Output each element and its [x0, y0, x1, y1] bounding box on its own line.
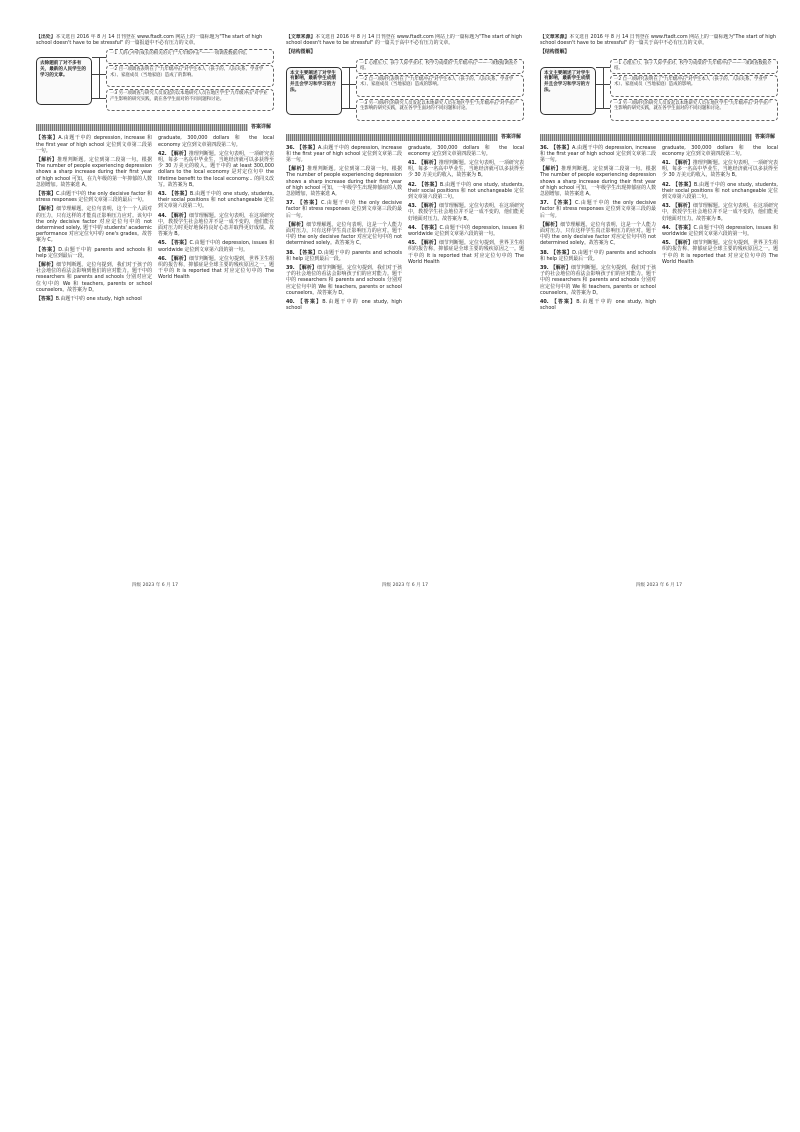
section-banner	[36, 124, 274, 131]
answer-tag: 【解析】	[286, 166, 308, 173]
diagram-point-1: 一1 心理压力、孩子人际学业对、校学习成绩的"九年级冲击"——一项调查数据介绍。	[610, 59, 778, 74]
answer-text: 细节理解题。定位句表明，这是一个人能力面对压力，只有这样学生真正影响压力的应对。题干中的 the only decisive factor 对应定位句中的 not determined solely。故答案为 C。	[286, 221, 402, 247]
diagram-connector	[603, 67, 604, 108]
question-number: 44.	[408, 224, 417, 231]
section-banner-label: 答案详解	[752, 134, 778, 141]
answer-text: 推理判断题。定位到第二段第一句。根据 The number of people experiencing depression shows a sharp increase during their first year of high school 可知，一年级学生出现抑郁症的人数急剧增加，故答案选 A。	[540, 166, 656, 198]
diagram-summary-box: 本文主要阐述了对学生有影响，最新学生成绩并且会学习和学习的方法。	[540, 67, 596, 115]
answer-text: 细节理解题。定位句表明，这个一个人面对的压力，只有这样的才能真正影响压力应对。该句中 the only decisive factor 对应定位句中的 not determined solely, 题干中的 students' academic performance 对应定位句中的 one's grades。故答案为 C。	[36, 206, 152, 244]
answer-paragraph	[286, 299, 402, 311]
question-number: 44.	[662, 224, 671, 231]
question-number: 38.	[540, 249, 549, 256]
answer-text: 推理判断题。定位到第二段第一句。根据 The number of people experiencing depression shows a sharp increase during their first year of high school 可知，在九年级的第一年抑郁的人数急剧增加。故答案选 A。	[36, 157, 152, 188]
answer-text: A.由题干中的 depression, increase 和 the first year of high school 定位到文章第二段第一句。	[286, 144, 402, 164]
diagram-connector	[342, 108, 356, 109]
answer-paragraph	[158, 191, 274, 210]
answer-text: C.由题干中的 depression, issues 和 worldwide 定位到文章第六段的第一句。	[408, 224, 524, 238]
question-number: 42.	[158, 150, 167, 157]
source-text: 本文选自 2016 年 8 月 14 日刊登在 www.ftadt.com 网站上的一篇标题为"The start of high school doesn't have to be stressful" 的一篇报道中不必有压力的文章。	[36, 34, 263, 47]
answer-text: C.由题干中的 the only decisive factor 和 stress responses 定位到文章第三段的最后一句。	[286, 200, 402, 219]
answer-tag: 【解析】	[418, 160, 439, 167]
answer-text: C.由题干中的 depression, issues 和 worldwide 定位到文章第六段的第一句。	[158, 240, 274, 253]
diagram-connector	[92, 74, 106, 75]
source-text: 本文选自 2016 年 8 月 14 日刊登在 www.ftadt.com 网站上的一篇标题为"The start of high school doesn't have to be stressful" 的一篇关于高中不必有压力的文章。	[286, 34, 522, 47]
answer-text: 细节判断题。定位句提到，世界卫生组织的报告称，抑郁症是全球主要的残疾原因之一。题干中的 It is reported that 对应定位句中的 The World Health	[408, 240, 524, 265]
structure-heading: 【结构图解】	[286, 49, 316, 56]
answer-paragraph	[36, 191, 152, 203]
source-tag: 【文章来源】	[286, 34, 316, 40]
answer-tag: 【答案】	[296, 249, 319, 256]
answer-text: B.由题干中的 one study, high school	[540, 299, 656, 312]
answer-tag: 【解析】	[168, 255, 189, 262]
diagram-point-2: 一2 自一项研究表明在了"九年级冲击"对学生本人（孩子的、人际关系、学业学术）、家庭成员（当地家庭）造成的影响。	[356, 75, 524, 97]
page-footer: 四级 2023 年 6 月 17	[381, 582, 429, 588]
diagram-connector	[596, 108, 610, 109]
article-source	[540, 34, 778, 46]
question-number: 38.	[286, 249, 295, 256]
answer-tag: 【解析】	[418, 240, 439, 247]
diagram-connector	[99, 57, 100, 98]
answer-paragraph	[158, 240, 274, 252]
question-number: 40.	[286, 299, 295, 306]
answer-text: 推理判断题。定位到第二段第一句。根据 The number of people experiencing depression shows a sharp increase during their first year of high school 可知，一年级学生出现抑郁症的人数急剧增加，故答案选 A。	[286, 166, 402, 198]
answer-text: C.由题干中的 depression, issues 和 worldwide 定位到文章第六段的第一句。	[662, 224, 778, 238]
answer-tag: 【答案】	[168, 240, 190, 247]
answer-tag: 【解析】	[550, 265, 571, 272]
question-number: 45.	[662, 240, 671, 247]
answer-text: 细节理解题。定位句表明，在这项研究中，教授学生社会地位并不是一成不变的，他们能在面对压力时更好地保持良好心态并取得更好成绩。故答案为 B。	[158, 212, 274, 238]
answer-tag: 【解析】	[36, 157, 58, 164]
answer-tag: 【答案】	[296, 200, 321, 207]
answer-paragraph	[158, 135, 274, 147]
answer-tag: 【解析】	[672, 240, 693, 247]
article-source	[36, 34, 274, 46]
section-banner-label: 答案详解	[248, 124, 274, 131]
answer-tag: 【答案】	[550, 200, 575, 207]
answer-paragraph	[662, 160, 778, 179]
answer-paragraph	[36, 157, 152, 188]
answer-paragraph	[540, 265, 656, 296]
diagram-point-3: 一3 另一项调查与研究人员发起的以本地研究人员在地区学生"九年级冲击"对学业产生影响的研究实践，就在各学生面对的不同问题和讨论。	[106, 89, 274, 111]
answer-text: B.由题干中的 one study, high school	[55, 296, 142, 303]
answer-text: 细节判断题。定位句提到，世界卫生组织的报告称，抑郁症是全球主要的残疾原因之一。题干中的 It is reported that 对应定位句中的 The World Health	[158, 255, 274, 281]
section-banner	[286, 134, 524, 141]
answer-columns	[36, 135, 274, 305]
source-tag: 【出处】	[36, 34, 56, 40]
page-footer: 四级 2023 年 6 月 17	[131, 582, 179, 588]
answer-paragraph	[286, 200, 402, 219]
answer-paragraph	[286, 145, 402, 164]
answer-tag: 【解析】	[168, 150, 189, 157]
answer-paragraph	[662, 203, 778, 222]
answer-text: D.由题干中的 parents and schools 和 help 定位到最后一段。	[36, 246, 152, 259]
diagram-point-1: 一1 心理压力、孩子人际学业对、校学习成绩的"九年级冲击"——一项数据调查介绍。	[356, 59, 524, 74]
answer-text: 推理判断题。定位句表明，一项研究表明，每多一名高中毕业生，当地经济就可以多获得至少 30 万美元的收入。题干中的 at least 300,000 dollars to the local economy 是对定位句中 the lifetime benefit to the local economy... 的同义改写。故答案为 B。	[158, 150, 274, 188]
answer-tag: 【答案】	[418, 224, 440, 231]
diagram-point-3: 一3 另一项研究的研究人员发起以本地研究人员在地区学生"九年级冲击"对学业产生影响的研究实践，就在各学生面对的不同问题和讨论。	[610, 99, 778, 121]
question-number: 40.	[540, 299, 549, 306]
answer-paragraph	[540, 200, 656, 219]
answer-tag: 【答案】	[36, 246, 59, 253]
answer-paragraph	[662, 182, 778, 201]
source-text: 本文选自 2016 年 8 月 14 日刊登在 www.ftadt.com 网站上的一篇标题为"The start of high school doesn't have to be stressful" 的一篇关于高中不必有压力的文章。	[540, 34, 776, 47]
diagram-connector	[342, 67, 356, 68]
answer-text: graduate, 300,000 dollars 和 the local economy 定位到文章第四段第二句。	[158, 135, 274, 148]
diagram-summary-box: 去除题前了对不多有关，最新的人民学生的学习的文章。	[36, 57, 92, 105]
answer-tag: 【答案】	[36, 296, 56, 303]
question-number: 39.	[286, 265, 295, 272]
question-number: 42.	[662, 181, 671, 188]
answer-text: 细节判断题。定位句提到，我们对于孩子的社会地位的看法会影响孩子们的应对能力。题干中的 researchers 和 parents and schools 分别对应定位句中的 We 和 teachers, parents or school counselors。故答案为 D。	[286, 265, 402, 296]
diagram-point-2: 一2 自一项研究表明在了"九年级冲击"对学生本人（孩子的、人际关系、学业学术）、家庭成员（当地家庭）造成的影响。	[610, 75, 778, 97]
answer-tag: 【解析】	[168, 212, 189, 219]
answer-column	[158, 135, 274, 305]
answer-tag: 【答案】	[672, 224, 694, 231]
question-number: 41.	[408, 160, 417, 167]
answer-columns	[540, 145, 778, 315]
section-banner	[540, 134, 778, 141]
answer-paragraph	[408, 182, 524, 201]
source-tag: 【文章来源】	[540, 34, 570, 40]
answer-paragraph	[286, 222, 402, 247]
answer-paragraph	[36, 296, 152, 302]
answer-text: graduate, 300,000 dollars 和 the local economy 定位到文章第四段第二句。	[662, 144, 778, 157]
diagram-connector	[596, 84, 610, 85]
answer-text: 细节判断题。定位句提到，世界卫生组织的报告称，抑郁症是全球主要的残疾原因之一。题干中的 It is reported that 对应定位句中的 The World Health	[662, 240, 778, 265]
answer-paragraph	[286, 166, 402, 197]
answer-paragraph	[540, 250, 656, 262]
answer-tag: 【解析】	[540, 221, 561, 228]
answer-tag: 【解析】	[672, 160, 693, 167]
diagram-connector	[342, 84, 356, 85]
answer-paragraph	[158, 256, 274, 281]
answer-text: 推理判断题。定位句表明，一项研究表明，每多一名高中毕业生，当地经济就可以多获得至少 30 万美元的收入，故答案为 B。	[662, 160, 778, 179]
answer-text: 细节判断题。定位句提到，我们对于孩子的社会地位的看法会影响孩子们的应对能力。题干中的 researchers 和 parents and schools 分别对应定位句中的 We 和 teachers, parents or school counselors。故答案为 D。	[540, 265, 656, 296]
answer-paragraph	[408, 240, 524, 265]
diagram-connector	[92, 57, 106, 58]
answer-text: D.由题干中的 parents and schools 和 help 定位到最后一段。	[540, 249, 656, 262]
answer-columns	[286, 145, 524, 315]
answer-paragraph	[662, 225, 778, 237]
answer-tag: 【答案】	[36, 191, 57, 198]
answer-paragraph	[36, 206, 152, 243]
structure-heading: 【结构图解】	[540, 49, 570, 56]
diagram-connector	[596, 67, 610, 68]
answer-paragraph	[408, 160, 524, 179]
answer-tag: 【答案】	[672, 181, 694, 188]
diagram-connector	[92, 98, 106, 99]
answer-text: A.由题干中的 depression, increase 和 the first year of high school 定位到文章第二段第一句。	[540, 144, 656, 164]
question-number: 41.	[662, 160, 671, 167]
question-number: 43.	[158, 191, 167, 198]
answer-text: C.由题干中的 the only decisive factor 和 stress responses 定位到文章第三段的最后一句。	[540, 200, 656, 219]
answer-paragraph	[36, 135, 152, 154]
answer-paragraph	[408, 145, 524, 157]
answer-text: 细节理解题。定位句表明，在这项研究中，教授学生社会地位并不是一成不变的，他们能更好地面对压力。故答案为 B。	[662, 203, 778, 222]
question-number: 39.	[540, 265, 549, 272]
answer-text: B.由题干中的 one study, students, their social positions 和 not unchangeable 定位到文章第六段第二句。	[662, 181, 778, 201]
question-number: 46.	[158, 255, 167, 262]
answer-paragraph	[540, 222, 656, 247]
answer-paragraph	[540, 166, 656, 197]
answer-column	[662, 145, 778, 315]
question-number: 36.	[286, 144, 295, 151]
answer-paragraph	[286, 265, 402, 296]
page-panel-3	[540, 34, 778, 589]
answer-text: A.由题干中的 depression, increase 和 the first year of high school 定位到文章第二段第一句。	[36, 135, 152, 154]
question-number: 37.	[286, 200, 295, 207]
page-panel-1	[36, 34, 274, 589]
question-number: 44.	[158, 212, 167, 219]
diagram-point-2: 一2 目一项调查表明在了"九年级冲击"对学生本人（孩子的、人际关系、学业学术）、家庭成员（当地家庭）造成了的影响。	[106, 65, 274, 87]
section-banner-label: 答案详解	[498, 134, 524, 141]
answer-text: 细节理解题。定位句表明，这是一个人能力面对压力，只有这样学生真正影响压力的应对。题干中的 the only decisive factor 对应定位句中的 not determined solely。故答案为 C。	[540, 221, 656, 247]
answer-paragraph	[662, 145, 778, 157]
answer-column	[540, 145, 656, 315]
question-number: 42.	[408, 181, 417, 188]
answer-tag: 【解析】	[540, 166, 562, 173]
answer-tag: 【答案】	[550, 144, 572, 151]
answer-tag: 【解析】	[296, 265, 317, 272]
question-number: 43.	[662, 203, 671, 210]
question-number: 45.	[158, 240, 167, 247]
structure-diagram	[36, 49, 274, 119]
question-number: 37.	[540, 200, 549, 207]
answer-text: C.由题干中的 the only decisive factor 和 stress responses 定位到文章第三段的最后一句。	[36, 191, 152, 204]
answer-paragraph	[408, 203, 524, 222]
answer-tag: 【解析】	[36, 206, 57, 213]
structure-diagram	[540, 59, 778, 129]
answer-tag: 【解析】	[286, 221, 307, 228]
article-source	[286, 34, 524, 46]
answer-text: B.由题干中的 one study, students, their social positions 和 not unchangeable 定位到文章第六段第二句。	[408, 181, 524, 201]
answer-paragraph	[540, 145, 656, 164]
structure-diagram	[286, 59, 524, 129]
answer-column	[408, 145, 524, 315]
answer-tag: 【答案】	[296, 299, 323, 306]
answer-text: B.由题干中的 one study, high school	[286, 299, 402, 312]
answer-paragraph	[158, 151, 274, 188]
answer-paragraph	[540, 299, 656, 311]
answer-tag: 【答案】	[550, 299, 577, 306]
question-number: 43.	[408, 203, 417, 210]
answer-paragraph	[662, 240, 778, 265]
question-number: 36.	[540, 144, 549, 151]
answer-tag: 【答案】	[296, 144, 318, 151]
diagram-connector	[349, 67, 350, 108]
answer-text: D.由题干中的 parents and schools 和 help 定位到最后一段。	[286, 249, 402, 262]
answer-tag: 【答案】	[550, 249, 573, 256]
answer-tag: 【答案】	[168, 191, 190, 198]
answer-tag: 【答案】	[36, 135, 59, 142]
answer-paragraph	[36, 262, 152, 293]
answer-text: 细节理解题。定位句表明，在这项研究中，教授学生社会地位并不是一成不变的，他们能更好地面对压力。故答案为 B。	[408, 203, 524, 222]
diagram-point-3: 一3 另一项研究的研究人员发起以本地研究人员在地区学生"九年级冲击"对学业产生影响的研究实践，就在各学生面对的不同问题和讨论。	[356, 99, 524, 121]
question-number: 45.	[408, 240, 417, 247]
answer-tag: 【解析】	[418, 203, 439, 210]
answer-paragraph	[36, 247, 152, 259]
answer-text: graduate, 300,000 dollars 和 the local economy 定位到文章第四段第二句。	[408, 144, 524, 157]
answer-paragraph	[158, 213, 274, 238]
answer-text: 推理判断题。定位句表明，一项研究表明，每多一名高中毕业生，当地经济就可以多获得至少 30 万美元的收入，故答案为 B。	[408, 160, 524, 179]
page-panel-2	[286, 34, 524, 589]
answer-column	[36, 135, 152, 305]
answer-column	[286, 145, 402, 315]
diagram-summary-box: 本文主要阐述了对学生有影响，最新学生成绩并且会学习和学习的方法。	[286, 67, 342, 115]
answer-text: B.由题干中的 one study, students, their social positions 和 not unchangeable 定位到文章第六段第二句。	[158, 191, 274, 210]
answer-tag: 【解析】	[672, 203, 693, 210]
answer-tag: 【解析】	[36, 262, 57, 269]
answer-text: 细节判断题。定位句提到，我们对于孩子的社会地位的看法会影响到他们的应对能力。题干中的 researchers 和 parents and schools 分别对应定位句中的 We 和 teachers, parents or school counselors。故答案为 D。	[36, 262, 152, 293]
diagram-point-1: 一1 人的心中的成长的相关的关于"九年级冲击"——一项调查数据介绍。	[106, 49, 274, 64]
answer-tag: 【答案】	[418, 181, 440, 188]
answer-paragraph	[408, 225, 524, 237]
page-footer: 四级 2023 年 6 月 17	[635, 582, 683, 588]
answer-paragraph	[286, 250, 402, 262]
